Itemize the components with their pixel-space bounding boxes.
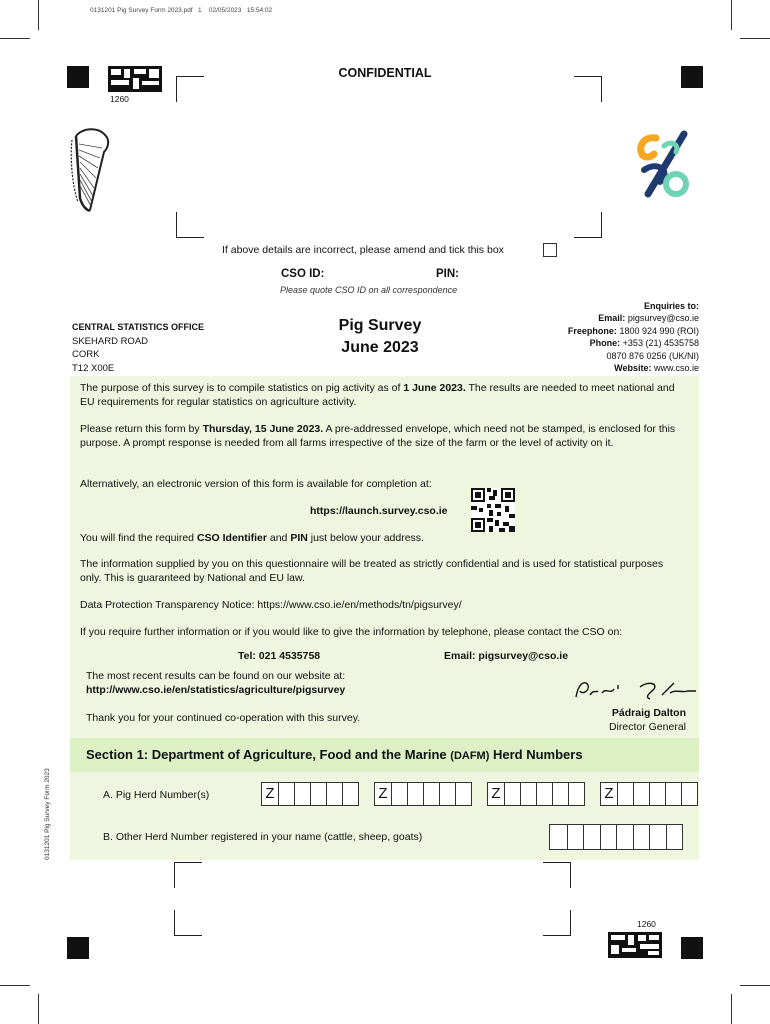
window-corner: [543, 862, 571, 888]
electronic-paragraph: Alternatively, an electronic version of this form is available for completion at:: [80, 478, 432, 490]
trim-mark: [731, 0, 732, 30]
herd-prefix: Z: [265, 785, 275, 802]
digit-box[interactable]: [617, 783, 633, 805]
digit-box[interactable]: [536, 783, 552, 805]
enquiries-heading: Enquiries to:: [643, 301, 699, 311]
trim-mark: [740, 985, 770, 986]
herd-prefix: Z: [604, 785, 614, 802]
digit-box[interactable]: [681, 783, 697, 805]
digit-box[interactable]: [616, 825, 633, 849]
form-title: [320, 315, 440, 359]
phone-label: Phone:: [589, 338, 621, 349]
trim-mark: [38, 994, 39, 1024]
digit-box[interactable]: [633, 825, 650, 849]
registration-mark: [67, 66, 89, 88]
cso-logo-icon: [634, 130, 692, 200]
digit-box[interactable]: [568, 783, 584, 805]
return-address: [72, 321, 204, 375]
signer-title: Director General: [608, 721, 686, 733]
contact-email[interactable]: Email: pigsurvey@cso.ie: [444, 650, 569, 662]
phone-number-uk: 0870 876 0256 (UK/NI): [606, 350, 699, 361]
purpose-paragraph: The purpose of this survey is to compile statistics on pig activity as of 1 June 2023. The results are needed to meet national and EU requirements for regular statistics on agriculture activity.: [80, 382, 675, 408]
pig-herd-number-field[interactable]: [600, 782, 698, 806]
digit-box[interactable]: [520, 783, 536, 805]
digit-box[interactable]: [583, 825, 600, 849]
website-label: Website:: [614, 363, 652, 374]
herd-prefix: Z: [378, 785, 388, 802]
window-corner: [174, 862, 202, 888]
print-header: 0131201 Pig Survey Form 2023.pdf 1 02/05/2023 15:54:02: [90, 7, 273, 14]
title-line: June 2023: [341, 339, 419, 356]
pig-herd-number-field[interactable]: [374, 782, 472, 806]
window-corner: [176, 212, 204, 238]
contact-paragraph: If you require further information or if you would like to give the information by telephone, please contact the CSO on:: [80, 626, 623, 638]
digit-box[interactable]: [455, 783, 471, 805]
freephone-number: 1800 924 990 (ROI): [619, 325, 699, 336]
window-corner: [574, 76, 602, 102]
digit-box[interactable]: [326, 783, 342, 805]
quote-note: Please quote CSO ID on all correspondence: [280, 285, 458, 295]
form-barcode-top: [108, 66, 162, 92]
section-1-title: Section 1: Department of Agriculture, Food and the Marine (DAFM) Herd Numbers: [86, 747, 583, 762]
results-paragraph: The most recent results can be found on our website at: http://www.cso.ie/en/statistics/agriculture/pigsurvey: [86, 670, 536, 697]
digit-box[interactable]: [665, 783, 681, 805]
confidential-label: CONFIDENTIAL: [338, 66, 432, 80]
survey-url-link[interactable]: https://launch.survey.cso.ie: [310, 505, 448, 517]
address-org: CENTRAL STATISTICS OFFICE: [72, 322, 204, 332]
digit-box[interactable]: [633, 783, 649, 805]
website-link[interactable]: www.cso.ie: [653, 363, 699, 374]
digit-box[interactable]: [504, 783, 520, 805]
thanks-line: Thank you for your continued co-operation with this survey.: [86, 712, 361, 724]
trim-mark: [740, 38, 770, 39]
email-label: Email:: [598, 313, 626, 324]
signature-image: [570, 675, 700, 705]
side-form-reference: 0131201 Pig Survey Form 2023: [44, 768, 51, 860]
registration-mark: [681, 66, 703, 88]
digit-box[interactable]: [423, 783, 439, 805]
pig-herd-number-field[interactable]: [487, 782, 585, 806]
return-paragraph: Please return this form by Thursday, 15 June 2023. A pre-addressed envelope, which need not be stamped, is enclosed for this purpose. A prompt response is needed from all farms irrespective of the size of the farm or the level of activity on it.: [80, 423, 676, 449]
window-corner: [174, 910, 202, 936]
results-url-link[interactable]: http://www.cso.ie/en/statistics/agriculture/pigsurvey: [86, 683, 346, 696]
email-link[interactable]: pigsurvey@cso.ie: [627, 313, 699, 324]
signer-block: [609, 706, 686, 734]
digit-box[interactable]: [552, 783, 568, 805]
cso-id-label: CSO ID:: [281, 268, 325, 280]
digit-box[interactable]: [310, 783, 326, 805]
form-number-bottom: 1260: [637, 919, 656, 929]
digit-box[interactable]: [278, 783, 294, 805]
amend-instruction: If above details are incorrect, please amend and tick this box: [222, 244, 504, 256]
enquiries-block: [568, 300, 699, 374]
digit-box[interactable]: [550, 825, 567, 849]
digit-box[interactable]: [600, 825, 617, 849]
digit-box[interactable]: [439, 783, 455, 805]
window-corner: [574, 212, 602, 238]
digit-box[interactable]: [567, 825, 584, 849]
confidentiality-paragraph: The information supplied by you on this questionnaire will be treated as strictly confidential and is used for statistical purposes only. This is guaranteed by National and EU law.: [80, 558, 664, 584]
address-line: T12 X00E: [72, 362, 115, 374]
other-herd-number-field[interactable]: [549, 824, 683, 850]
digit-box[interactable]: [649, 783, 665, 805]
other-herd-number-label: B. Other Herd Number registered in your name (cattle, sheep, goats): [103, 831, 423, 843]
digit-box[interactable]: [294, 783, 310, 805]
title-line: Pig Survey: [338, 317, 422, 334]
digit-box[interactable]: [666, 825, 683, 849]
trim-mark: [0, 38, 30, 39]
window-corner: [176, 76, 204, 102]
form-number-top: 1260: [110, 94, 129, 104]
freephone-label: Freephone:: [567, 325, 617, 336]
harp-emblem-icon: [68, 126, 114, 216]
address-line: CORK: [72, 349, 100, 360]
address-line: SKEHARD ROAD: [72, 335, 149, 347]
pin-label: PIN:: [436, 268, 459, 280]
trim-mark: [0, 985, 30, 986]
amend-tick-box[interactable]: [543, 243, 557, 257]
pig-herd-number-field[interactable]: [261, 782, 359, 806]
trim-mark: [38, 0, 39, 30]
digit-box[interactable]: [342, 783, 358, 805]
registration-mark: [67, 937, 89, 959]
contact-tel: Tel: 021 4535758: [238, 650, 321, 662]
window-corner: [543, 910, 571, 936]
identifier-paragraph: You will find the required CSO Identifier and PIN just below your address.: [80, 532, 424, 544]
data-protection-notice: Data Protection Transparency Notice: https://www.cso.ie/en/methods/tn/pigsurvey/: [80, 599, 462, 611]
digit-box[interactable]: [407, 783, 423, 805]
herd-prefix: Z: [491, 785, 501, 802]
digit-box[interactable]: [391, 783, 407, 805]
trim-mark: [731, 994, 732, 1024]
phone-number: +353 (21) 4535758: [622, 338, 699, 349]
form-barcode-bottom: [608, 932, 662, 958]
qr-code-icon[interactable]: [471, 488, 515, 532]
digit-box[interactable]: [649, 825, 666, 849]
signer-name: Pádraig Dalton: [611, 707, 686, 719]
registration-mark: [681, 937, 703, 959]
pig-herd-number-label: A. Pig Herd Number(s): [103, 789, 210, 801]
